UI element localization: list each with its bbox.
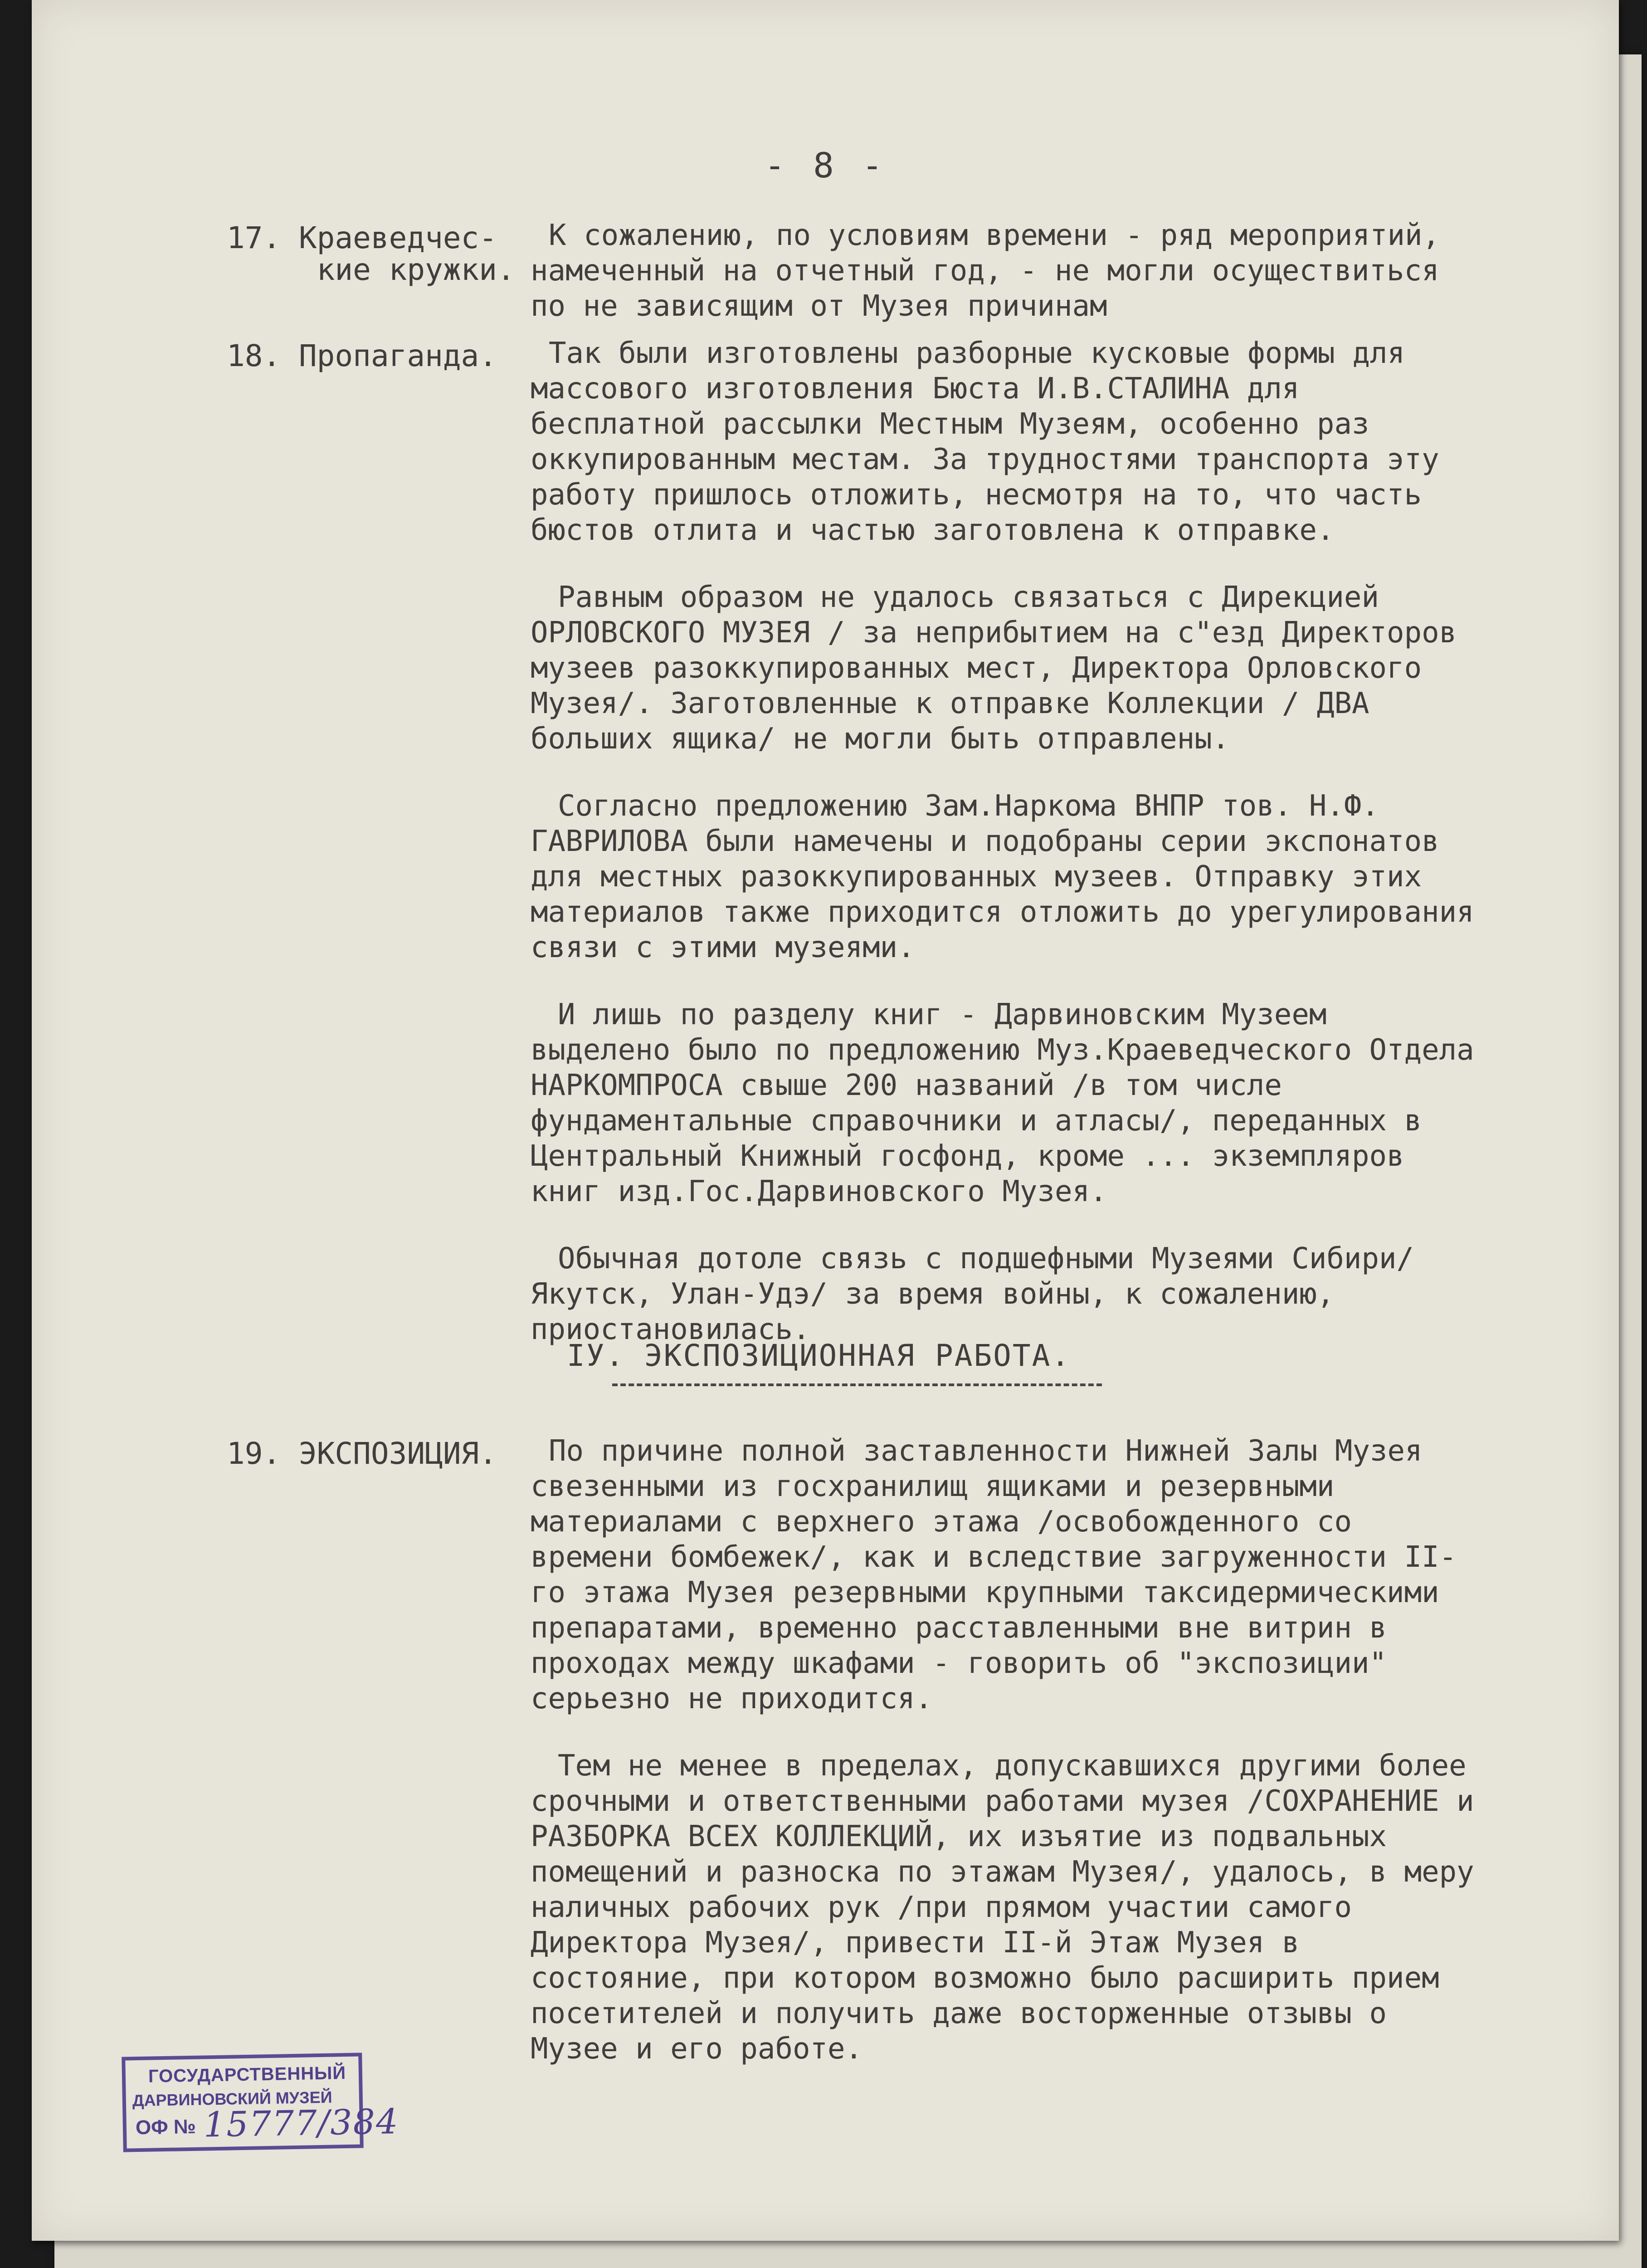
stamp-handwritten-number: 15777/384: [203, 2101, 399, 2145]
paragraph: Равным образом не удалось связаться с Дирекцией ОРЛОВСКОГО МУЗЕЯ / за неприбытием на с"езд Директоров музеев разоккупированных мест, Директора Орловского Музея/. Заготовленные к отправке Коллекции / ДВА больших ящика/ не могли быть отправлены.: [531, 581, 1457, 756]
section-body-17: [531, 218, 1483, 324]
paragraph: К сожалению, по условиям времени - ряд мероприятий, намеченный на отчетный год, - не могли осуществиться по не зависящим от Музея причинам: [531, 219, 1440, 323]
stamp-line-3: ОФ №: [135, 2115, 196, 2139]
paragraph: Обычная дотоле связь с подшефными Музеями Сибири/ Якутск, Улан-Удэ/ за время войны, к сожалению, приостановилась.: [531, 1242, 1414, 1346]
stamp-line-1: ГОСУДАРСТВЕННЫЙ: [148, 2063, 346, 2087]
section-body-19: [531, 1433, 1483, 2067]
heading-underline: [612, 1383, 1102, 1386]
paragraph: Так были изготовлены разборные кусковые формы для массового изготовления Бюста И.В.СТАЛИНА для бесплатной рассылки Местным Музеям, особенно раз оккупированным местам. За трудностями транспорта эту работу пришлось отложить, несмотря на то, что часть бюстов отлита и частью заготовлена к отправке.: [531, 337, 1439, 547]
page-number: - 8 -: [764, 145, 887, 186]
section-heading: IУ. ЭКСПОЗИЦИОННАЯ РАБОТА.: [567, 1338, 1071, 1373]
section-label-17: 17. Краеведчес- кие кружки.: [227, 220, 515, 287]
section-label-18: 18. Пропаганда.: [227, 338, 497, 373]
archive-stamp: [122, 2053, 399, 2152]
stamp-line-2: ДАРВИНОВСКИЙ МУЗЕЙ: [132, 2087, 332, 2110]
document-page: [32, 0, 1619, 2241]
paragraph: И лишь по разделу книг - Дарвиновским Музеем выделено было по предложению Муз.Краеведческого Отдела НАРКОМПРОСА свыше 200 названий /в том числе фундаментальные справочники и атласы/, переданных в Центральный Книжный госфонд, кроме ... экземпляров книг изд.Гос.Дарвиновского Музея.: [531, 998, 1474, 1208]
paragraph: По причине полной заставленности Нижней Залы Музея свезенными из госхранилищ ящиками и резервными материалами с верхнего этажа /освобожденного со времени бомбежек/, как и вследствие загруженности II-го этажа Музея резервными крупными таксидермическими препаратами, временно расставленными вне витрин в проходах между шкафами - говорить об "экспозиции" серьезно не приходится.: [531, 1434, 1457, 1716]
section-body-18: [531, 336, 1483, 1347]
paragraph: Тем не менее в пределах, допускавшихся другими более срочными и ответственными работами музея /СОХРАНЕНИЕ и РАЗБОРКА ВСЕХ КОЛЛЕКЦИЙ, их изъятие из подвальных помещений и разноска по этажам Музея/, удалось, в меру наличных рабочих рук /при прямом участии самого Директора Музея/, привести II-й Этаж Музея в состояние, при котором возможно было расширить прием посетителей и получить даже восторженные отзывы о Музее и его работе.: [531, 1749, 1474, 2066]
paragraph: Согласно предложению Зам.Наркома ВНПР тов. Н.Ф. ГАВРИЛОВА были намечены и подобраны серии экспонатов для местных разоккупированных музеев. Отправку этих материалов также приходится отложить до урегулирования связи с этими музеями.: [531, 789, 1474, 964]
section-label-19: 19. ЭКСПОЗИЦИЯ.: [227, 1436, 497, 1471]
